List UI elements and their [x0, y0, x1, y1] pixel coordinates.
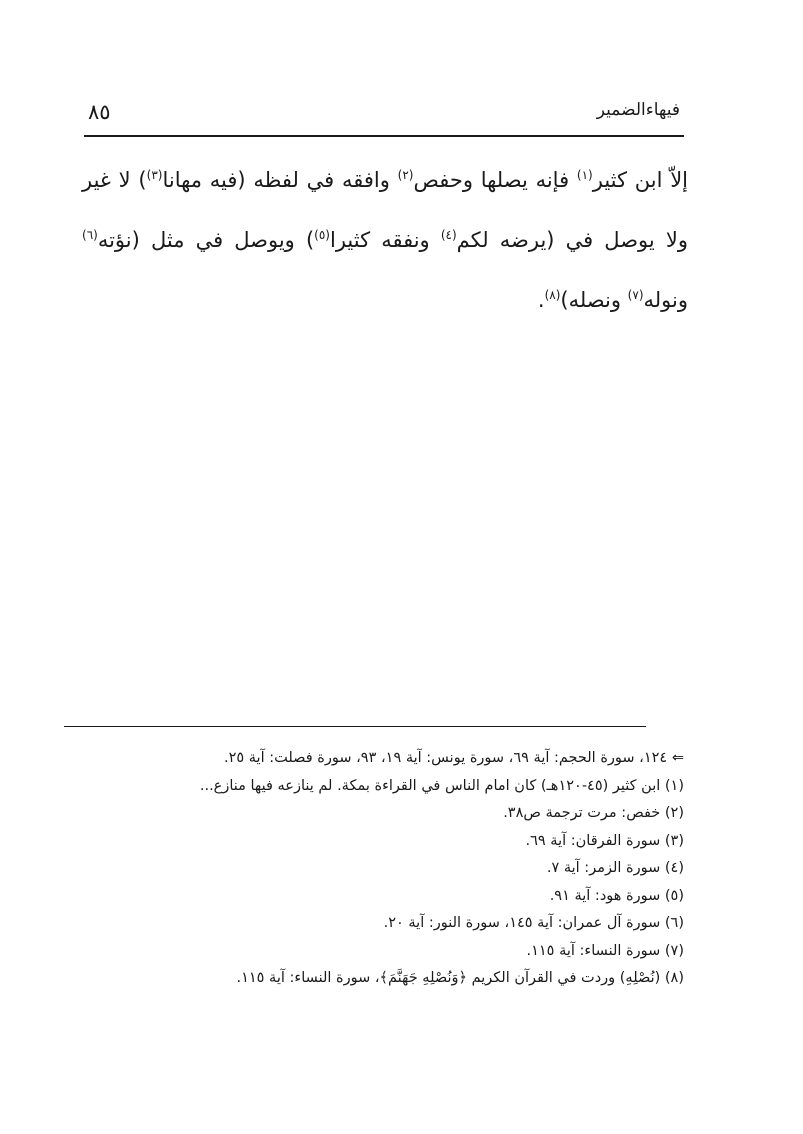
footnote-continued: ⇐ ١٢٤، سورة الحجم: آية ٦٩، سورة يونس: آية ١٩، ٩٣، سورة فصلت: آية ٢٥. — [223, 750, 684, 766]
footnote-8: (٨) (نُصْلِهِ) وردت في القرآن الكريم ﴿وَنُصْلِهِ جَهَنَّمَ﴾، سورة النساء: آية ١١٥. — [236, 970, 684, 986]
footnote-6: (٦) سورة آل عمران: آية ١٤٥، سورة النور: آية ٢٠. — [383, 915, 684, 931]
footnote-5: (٥) سورة هود: آية ٩١. — [549, 887, 684, 904]
body-segment: ونفقه كثيرا — [329, 228, 441, 252]
body-segment: ونصله) — [560, 288, 628, 312]
body-segment: فإنه يصلها وحفص — [413, 168, 577, 192]
footnote-ref-3: (٣) — [146, 168, 163, 182]
body-segment: . — [537, 288, 545, 312]
footnote-ref-6: (٦) — [82, 228, 98, 242]
body-text — [82, 150, 688, 330]
footnotes — [64, 745, 684, 993]
body-segment: إلاّ ابن كثير — [592, 168, 689, 192]
footnote-ref-8: (٨) — [544, 288, 561, 302]
body-paragraph — [82, 150, 688, 330]
running-title: فيهاءالضمير — [596, 100, 680, 120]
footnote-7: (٧) سورة النساء: آية ١١٥. — [526, 942, 684, 959]
footnote-3: (٣) سورة الفرقان: آية ٦٩. — [525, 832, 684, 849]
footnote-ref-7: (٧) — [627, 288, 644, 302]
running-header — [84, 96, 682, 136]
footnote-1: (١) ابن كثير (٤٥-١٢٠هـ) كان امام الناس في القراءة بمكة. لم ينازعه فيها منازع... — [199, 777, 684, 794]
body-segment: ونوله — [643, 288, 688, 312]
header-rule — [84, 135, 684, 137]
footnote-ref-4: (٤) — [440, 228, 457, 242]
body-segment: ) ويوصل في مثل (نؤته — [97, 228, 315, 252]
page-number: ٨٥ — [88, 100, 111, 124]
footnote-4: (٤) سورة الزمر: آية ٧. — [546, 860, 684, 876]
footnote-ref-5: (٥) — [314, 228, 330, 242]
footnote-2: (٢) خفص: مرت ترجمة ص٣٨. — [503, 805, 684, 821]
footnote-rule — [64, 726, 646, 727]
footnote-ref-1: (١) — [576, 168, 593, 182]
footnote-ref-2: (٢) — [397, 168, 414, 182]
body-segment: ) لا غير ولا يوصل في (يرضه لكم — [82, 168, 688, 252]
body-segment: وافقه في لفظه (فيه مهانا — [162, 168, 398, 192]
